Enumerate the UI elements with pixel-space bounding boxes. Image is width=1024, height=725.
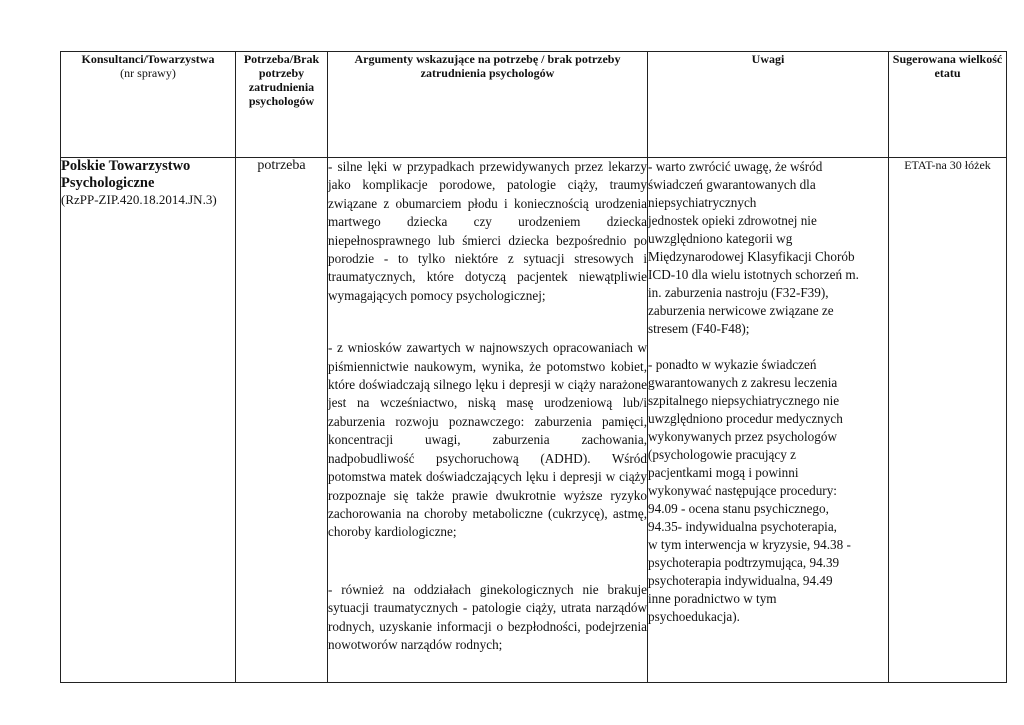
cell-suggested-size: ETAT-na 30 łóżek <box>889 158 1007 683</box>
header-consultants <box>61 52 236 158</box>
argument-3: - również na oddziałach ginekologicznych nie brakuje sytuacji traumatycznych - patologie ciąży, utrata narządów rodnych, uzyskanie informacji o bezpłodności, podejrzenia nowotworów narządów rodnych; <box>328 581 647 652</box>
header-remarks: Uwagi <box>648 52 889 158</box>
remark-1: - warto zwrócić uwagę, że wśród świadczeń gwarantowanych dla niepsychiatrycznych jednostek opieki zdrowotnej nie uwzględniono kategorii wg Międzynarodowej Klasyfikacji Chorób ICD-10 dla wielu istotnych schorzeń m. in. zaburzenia nastroju (F32-F39), zaburzenia nerwicowe związane ze stresem (F40-F48); <box>648 159 859 336</box>
header-case-number-label: (nr sprawy) <box>120 66 176 80</box>
argument-2: - z wniosków zawartych w najnowszych opracowaniach w piśmiennictwie naukowym, wynika, że potomstwo kobiet, które doświadczają silnego lęku i depresji w ciąży narażone jest na wcześniactwo, niską masę urodzeniową lub/i zaburzenia rozwoju poznawczego: zaburzenia pamięci, koncentracji uwagi, zaburzenia zachowania, nadpobudliwość psychoruchową (ADHD). Wśród potomstwa matek doświadczających lęku i depresji w ciąży rozpoznaje się także prawie dwukrotnie wyższe ryzyko zachorowania na choroby metaboliczne (cukrzycę), astmę, choroby kardiologiczne; <box>328 340 647 540</box>
cell-organization <box>61 158 236 683</box>
remark-2: - ponadto w wykazie świadczeń gwarantowanych z zakresu leczenia szpitalnego niepsychiatrycznego nie uwzględniono procedur medycznych wykonywanych przez psychologów (psychologowie pracujący z pacjentkami mogą i powinni wykonywać następujące procedury: 94.09 - ocena stanu psychicznego, 94.35- indywidualna psychoterapia, w tym interwencja w kryzysie, 94.38 - psychoterapia podtrzymująca, 94.39 psychoterapia indywidualna, 94.49 inne poradnictwo w tym psychoedukacja). <box>648 357 851 624</box>
cell-remarks <box>648 158 889 683</box>
organization-name: Polskie Towarzystwo Psychologiczne <box>61 158 191 191</box>
header-suggested-size: Sugerowana wielkość etatu <box>889 52 1007 158</box>
table-row <box>61 158 1007 683</box>
case-number: (RzPP-ZIP.420.18.2014.JN.3) <box>61 192 217 207</box>
header-need: Potrzeba/Brak potrzeby zatrudnienia psychologów <box>236 52 328 158</box>
cell-need: potrzeba <box>236 158 328 683</box>
requirements-table <box>60 51 1007 683</box>
header-arguments: Argumenty wskazujące na potrzebę / brak potrzeby zatrudnienia psychologów <box>328 52 648 158</box>
header-consultants-title: Konsultanci/Towarzystwa <box>81 52 215 66</box>
argument-1: - silne lęki w przypadkach przewidywanych przez lekarzy jako komplikacje porodowe, patologie ciąży, traumy związane z obumarciem płodu i koniecznością urodzenia martwego dziecka czy urodzeniem dziecka niepełnosprawnego lub śmierci dziecka bezpośrednio po porodzie - to tylko niektóre z sytuacji stresowych i traumatycznych, które dotyczą pacjentek niewątpliwie wymagających pomocy psychologicznej; <box>328 159 647 303</box>
cell-arguments <box>328 158 648 683</box>
table-header-row <box>61 52 1007 158</box>
